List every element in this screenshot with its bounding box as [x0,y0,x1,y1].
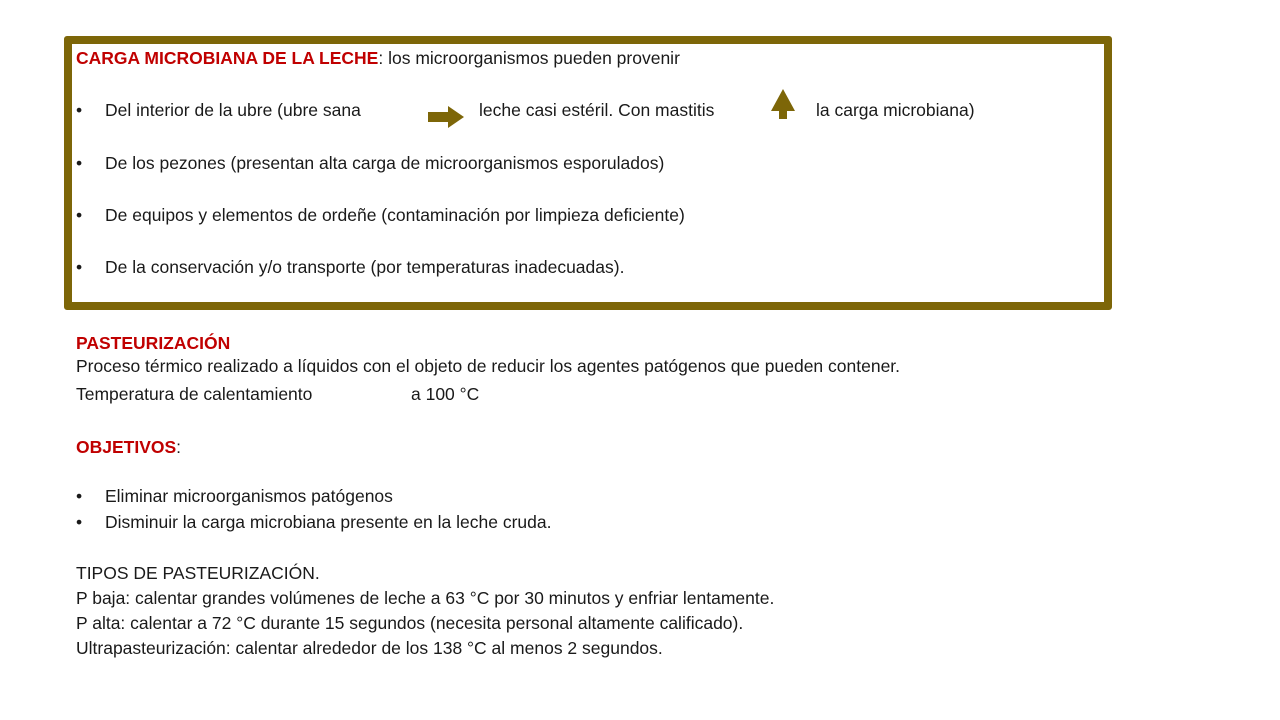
pasteurizacion-heading: PASTEURIZACIÓN [76,333,231,353]
objetivo-item-2-text: Disminuir la carga microbiana presente en la leche cruda. [105,512,552,532]
box-title-bold: CARGA MICROBIANA DE LA LECHE [76,48,379,68]
bullet-ubre-part1: Del interior de la ubre (ubre sana [105,100,361,120]
bullet-ubre [76,100,1076,122]
bullet-dot: • [76,100,83,120]
tipos-heading: TIPOS DE PASTEURIZACIÓN. [76,563,320,583]
bullet-dot: • [76,153,83,173]
box-title [76,48,680,69]
pasteurizacion-description: Proceso térmico realizado a líquidos con el objeto de reducir los agentes patógenos que pueden contener. [76,356,901,376]
temperature-label: Temperatura de calentamiento [76,384,313,404]
bullet-ubre-part2: leche casi estéril. Con mastitis [479,100,715,120]
bullet-ubre-part3: la carga microbiana) [816,100,975,120]
objetivos-heading-line [76,437,181,458]
bullet-dot: • [76,486,83,506]
box-title-rest: : los microorganismos pueden provenir [378,48,680,68]
temperature-value: a 100 °C [411,384,480,404]
arrow-up-icon [771,89,795,119]
objetivos-heading: OBJETIVOS [76,437,177,457]
bullet-pezones-text: De los pezones (presentan alta carga de microorganismos esporulados) [105,153,665,173]
objetivos-colon: : [176,437,182,457]
bullet-dot: • [76,205,83,225]
bullet-dot: • [76,512,83,532]
tipo-ultrapasteurizacion: Ultrapasteurización: calentar alrededor de los 138 °C al menos 2 segundos. [76,638,663,658]
objetivo-item-1-text: Eliminar microorganismos patógenos [105,486,393,506]
bullet-dot: • [76,257,83,277]
bullet-equipos-text: De equipos y elementos de ordeñe (contaminación por limpieza deficiente) [105,205,685,225]
arrow-right-icon [428,106,464,128]
tipo-p-alta: P alta: calentar a 72 °C durante 15 segundos (necesita personal altamente calificado). [76,613,744,633]
bullet-conservacion-text: De la conservación y/o transporte (por temperaturas inadecuadas). [105,257,625,277]
tipo-p-baja: P baja: calentar grandes volúmenes de leche a 63 °C por 30 minutos y enfriar lentamente. [76,588,775,608]
